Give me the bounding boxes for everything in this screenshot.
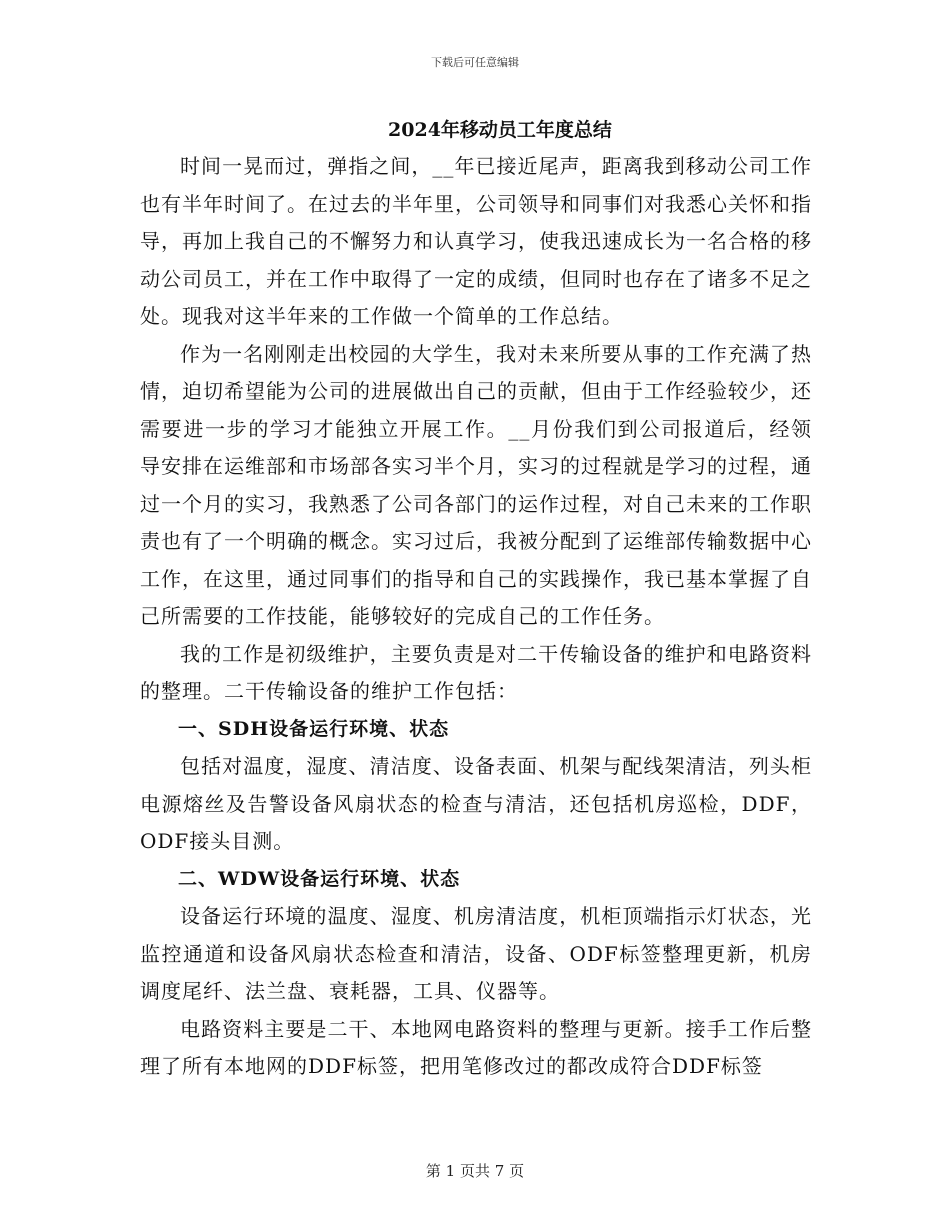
section-heading-sdh: 一、SDH设备运行环境、状态	[178, 717, 450, 740]
page-footer: 第 1 页共 7 页	[425, 1162, 525, 1180]
paragraph-2: 作为一名刚刚走出校园的大学生，我对未来所要从事的工作充满了热情，迫切希望能为公司的进展做出自己的贡献，但由于工作经验较少，还需要进一步的学习才能独立开展工作。__月份我们到公司报道后，经领导安排在运维部和市场部各实习半个月，实习的过程就是学习的过程，通过一个月的实习，我熟悉了公司各部门的运作过程，对自己未来的工作职责也有了一个明确的概念。实习过后，我被分配到了运维部传输数据中心工作，在这里，通过同事们的指导和自己的实践操作，我已基本掌握了自己所需要的工作技能，能够较好的完成自己的工作任务。	[140, 341, 812, 628]
paragraph-4: 包括对温度，湿度、清洁度、设备表面、机架与配线架清洁，列头柜电源熔丝及告警设备风扇状态的检查与清洁，还包括机房巡检，DDF，ODF接头目测。	[140, 754, 812, 853]
page-header: 下载后可任意编辑	[431, 56, 519, 69]
paragraph-3: 我的工作是初级维护，主要负责是对二干传输设备的维护和电路资料的整理。二干传输设备的维护工作包括：	[140, 641, 812, 703]
section-heading-wdw: 二、WDW设备运行环境、状态	[178, 867, 461, 890]
document-body	[140, 112, 812, 1086]
paragraph-1: 时间一晃而过，弹指之间，__年已接近尾声，距离我到移动公司工作也有半年时间了。在过去的半年里，公司领导和同事们对我悉心关怀和指导，再加上我自己的不懈努力和认真学习，使我迅速成长为一名合格的移动公司员工，并在工作中取得了一定的成绩，但同时也存在了诸多不足之处。现我对这半年来的工作做一个简单的工作总结。	[140, 154, 812, 328]
paragraph-6: 电路资料主要是二干、本地网电路资料的整理与更新。接手工作后整理了所有本地网的DDF标签，把用笔修改过的都改成符合DDF标签	[140, 1016, 812, 1078]
document-title: 2024年移动员工年度总结	[388, 119, 612, 141]
paragraph-5: 设备运行环境的温度、湿度、机房清洁度，机柜顶端指示灯状态，光监控通道和设备风扇状态检查和清洁，设备、ODF标签整理更新，机房调度尾纤、法兰盘、衰耗器，工具、仪器等。	[140, 904, 812, 1003]
